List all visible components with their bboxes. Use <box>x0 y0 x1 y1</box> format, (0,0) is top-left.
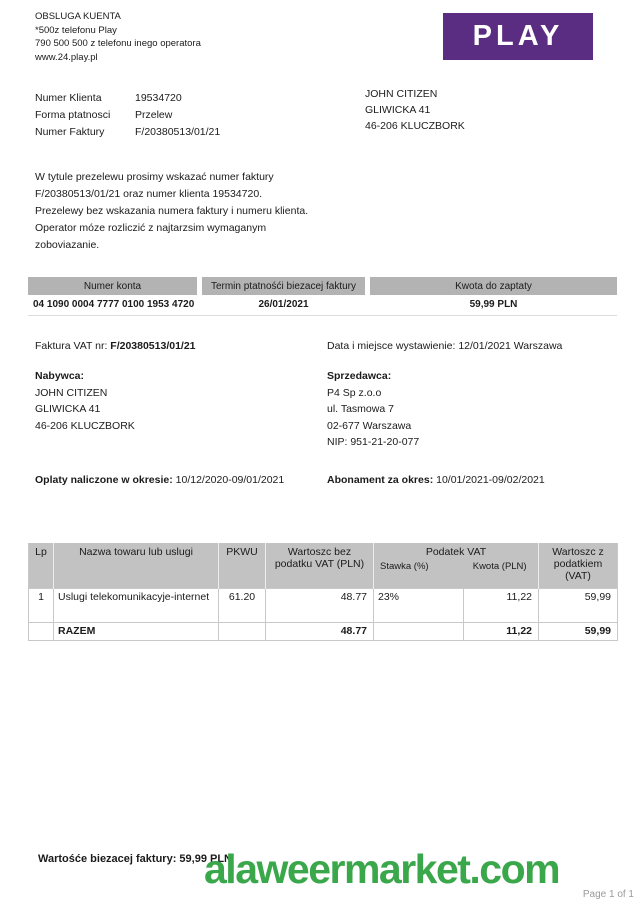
total-vat-amount: 11,22 <box>464 622 539 640</box>
invoice-number-value: F/20380513/01/21 <box>135 126 221 138</box>
table-header-row <box>29 543 618 588</box>
item-name: Uslugi telekomunikacyje-internet <box>54 588 219 622</box>
notice-line: F/20380513/01/21 oraz numer klienta 19534720. <box>35 188 263 200</box>
charges-period-line <box>35 474 284 486</box>
amount-due-value: 59,99 PLN <box>469 299 518 310</box>
total-gross: 59,99 <box>539 622 618 640</box>
issue-date-value: 12/01/2021 Warszawa <box>458 340 563 352</box>
item-lp: 1 <box>29 588 54 622</box>
due-date-header: Termin ptatnośći biezacej faktury <box>202 277 365 295</box>
buyer-name: JOHN CITIZEN <box>35 386 108 399</box>
buyer-city: 46-206 KLUCZBORK <box>35 419 135 432</box>
play-logo: PLAY <box>443 13 593 60</box>
total-pkwu-empty <box>219 622 266 640</box>
buyer-street: GLIWICKA 41 <box>35 403 101 415</box>
invoice-number-row <box>35 124 220 141</box>
subscription-period-value: 10/01/2021-09/02/2021 <box>436 474 545 486</box>
vat-subheaders <box>376 561 536 572</box>
recipient-name: JOHN CITIZEN <box>365 88 438 100</box>
invoice-items-table <box>28 543 618 641</box>
subscription-period-label: Abonament za okres: <box>327 474 434 486</box>
client-number-label: Numer Klienta <box>35 92 102 104</box>
col-header-pkwu: PKWU <box>219 543 266 588</box>
col-header-vat-rate: Stawka (%) <box>380 561 429 572</box>
seller-name: P4 Sp z.o.o <box>327 386 382 399</box>
col-header-lp: Lp <box>29 543 54 588</box>
invoice-vat-number-value: F/20380513/01/21 <box>110 340 196 352</box>
recipient-city: 46-206 KLUCZBORK <box>365 120 465 132</box>
seller-street: ul. Tasmowa 7 <box>327 403 394 415</box>
total-label: RAZEM <box>54 622 219 640</box>
total-lp-empty <box>29 622 54 640</box>
vat-group-label: Podatek VAT <box>425 546 487 558</box>
buyer-title: Nabywca: <box>35 370 85 382</box>
client-number-row <box>35 90 220 107</box>
notice-line: Prezelewy bez wskazania numera faktury i numeru klienta. <box>35 205 309 217</box>
due-date-value: 26/01/2021 <box>258 299 309 310</box>
invoice-vat-number-line <box>35 340 196 352</box>
invoice-vat-number-label: Faktura VAT nr: <box>35 340 108 352</box>
account-number-value: 04 1090 0004 7777 0100 1953 4720 <box>33 299 195 310</box>
subscription-period-line <box>327 474 545 486</box>
seller-city: 02-677 Warszawa <box>327 419 412 432</box>
notice-line: W tytule prezelewu prosimy wskazać numer faktury <box>35 171 274 183</box>
contact-line: 790 500 500 z telefonu inego operatora <box>35 38 201 49</box>
charges-period-label: Oplaty naliczone w okresie: <box>35 474 173 486</box>
total-vat-rate-empty <box>374 622 464 640</box>
table-total-row <box>29 622 618 640</box>
payment-summary <box>28 277 617 316</box>
issue-date-label: Data i miejsce wystawienie: <box>327 340 456 352</box>
client-number-value: 19534720 <box>135 92 182 104</box>
contact-line: OBSLUGA KUENTA <box>35 11 121 22</box>
col-header-net <box>266 543 374 588</box>
item-vat-rate: 23% <box>374 588 464 622</box>
item-net: 48.77 <box>266 588 374 622</box>
payment-form-value: Przelew <box>135 109 173 121</box>
buyer-block <box>35 368 135 434</box>
col-header-vat-amount: Kwota (PLN) <box>472 561 527 572</box>
recipient-address-block <box>365 86 465 134</box>
charges-period-value: 10/12/2020-09/01/2021 <box>175 474 285 486</box>
notice-line: zoboviazanie. <box>35 239 100 251</box>
table-row <box>29 588 618 622</box>
invoice-number-label: Numer Faktury <box>35 126 105 138</box>
current-invoice-total: Wartośće biezacej faktury: 59,99 PLN <box>38 853 233 865</box>
col-header-gross-label: Wartoszc z podatkiem (VAT) <box>552 546 604 582</box>
watermark-text: alaweermarket.com <box>204 846 560 892</box>
payment-form-row <box>35 107 220 124</box>
col-header-gross <box>539 543 618 588</box>
transfer-notice <box>35 169 308 254</box>
page-indicator: Page 1 of 1 <box>582 889 634 900</box>
item-gross: 59,99 <box>539 588 618 622</box>
recipient-street: GLIWICKA 41 <box>365 104 431 116</box>
col-header-name: Nazwa towaru lub uslugi <box>54 543 219 588</box>
account-number-header: Numer konta <box>28 277 197 295</box>
seller-title: Sprzedawca: <box>327 370 392 382</box>
issue-date-line <box>327 340 562 352</box>
client-info-block <box>35 90 220 141</box>
seller-nip: NIP: 951-21-20-077 <box>327 436 420 448</box>
col-header-vat-group <box>374 543 539 588</box>
notice-line: Operator móze rozliczić z najtarzsim wymaganym <box>35 222 267 234</box>
total-net: 48.77 <box>266 622 374 640</box>
seller-block <box>327 368 419 451</box>
payment-summary-values <box>28 295 617 316</box>
operator-contact-block <box>35 10 201 64</box>
payment-form-label: Forma ptatnosci <box>35 109 111 121</box>
item-vat-amount: 11,22 <box>464 588 539 622</box>
amount-due-header: Kwota do zaptaty <box>370 277 617 295</box>
payment-summary-header <box>28 277 617 295</box>
col-header-net-label: Wartoszc bez podatku VAT (PLN) <box>274 546 365 570</box>
contact-website: www.24.play.pl <box>35 51 98 63</box>
item-pkwu: 61.20 <box>219 588 266 622</box>
contact-line: *500z telefonu Play <box>35 24 117 36</box>
